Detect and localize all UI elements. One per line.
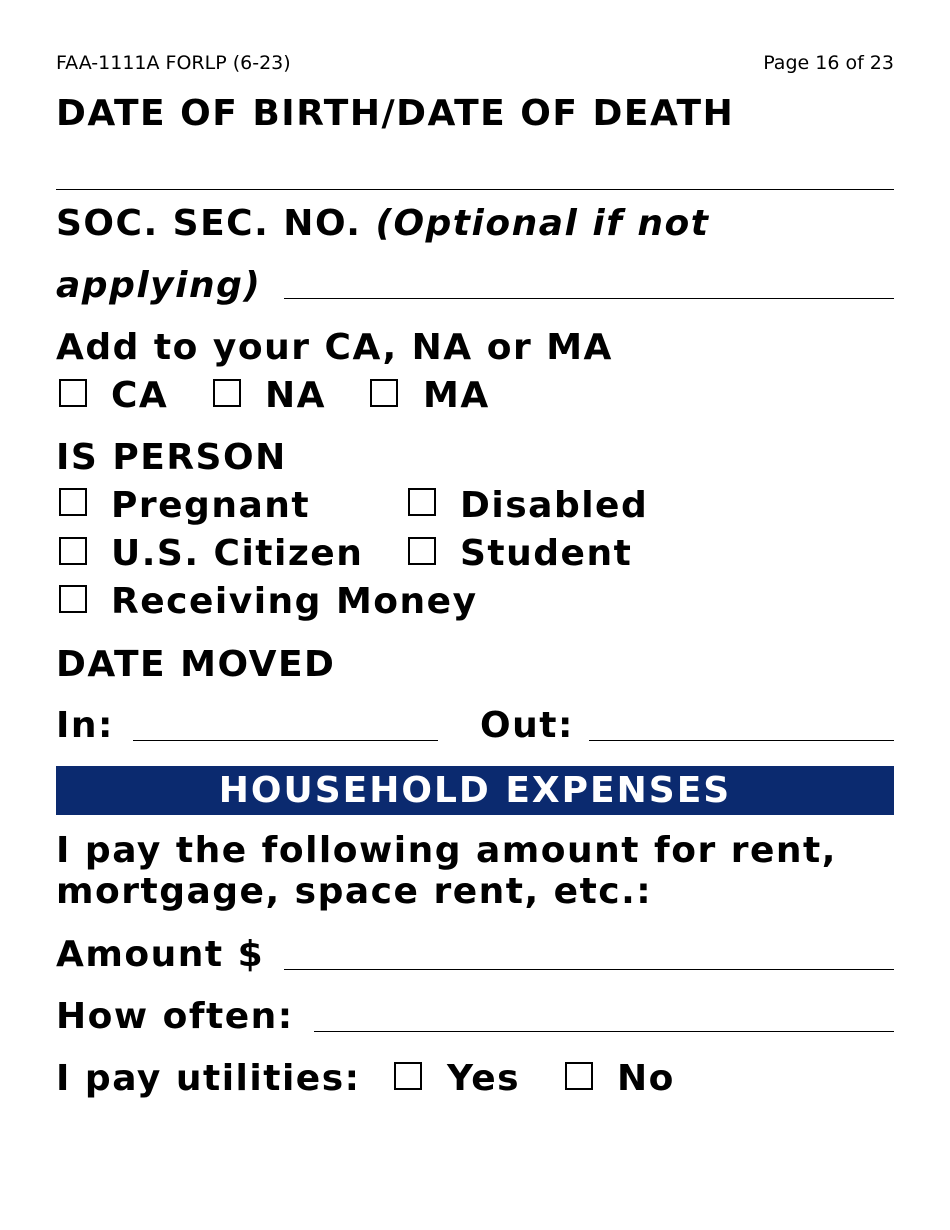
- form-id: FAA-1111A FORLP (6-23): [56, 52, 291, 74]
- date-moved-label: DATE MOVED: [56, 644, 336, 685]
- utilities-no-checkbox[interactable]: [565, 1062, 593, 1090]
- ssn-label: SOC. SEC. NO.: [56, 203, 362, 244]
- rent-question-line-2: mortgage, space rent, etc.:: [56, 871, 653, 912]
- na-checkbox[interactable]: [213, 379, 241, 407]
- how-often-label: How often:: [56, 996, 294, 1037]
- ssn-optional-note-2: applying): [56, 265, 262, 306]
- ca-label: CA: [111, 375, 169, 416]
- utilities-yes-checkbox[interactable]: [394, 1062, 422, 1090]
- student-label: Student: [460, 533, 633, 574]
- amount-label: Amount $: [56, 934, 265, 975]
- receiving-money-checkbox[interactable]: [59, 585, 87, 613]
- disabled-label: Disabled: [460, 485, 649, 526]
- is-person-label: IS PERSON: [56, 437, 287, 478]
- ssn-label-row: [56, 203, 710, 244]
- household-expenses-title: HOUSEHOLD EXPENSES: [218, 770, 732, 811]
- add-to-label: Add to your CA, NA or MA: [56, 327, 613, 368]
- dob-dod-label: DATE OF BIRTH/DATE OF DEATH: [56, 93, 735, 134]
- rent-question-line-1: I pay the following amount for rent,: [56, 830, 837, 871]
- utilities-no-label: No: [617, 1058, 675, 1099]
- us-citizen-checkbox[interactable]: [59, 537, 87, 565]
- moved-in-label: In:: [56, 705, 114, 746]
- ca-checkbox[interactable]: [59, 379, 87, 407]
- ssn-optional-note-1: (Optional if not: [375, 203, 710, 244]
- utilities-label: I pay utilities:: [56, 1058, 361, 1099]
- pregnant-checkbox[interactable]: [59, 488, 87, 516]
- student-checkbox[interactable]: [408, 537, 436, 565]
- how-often-line[interactable]: [314, 1031, 894, 1032]
- pregnant-label: Pregnant: [111, 485, 311, 526]
- moved-out-line[interactable]: [589, 740, 894, 741]
- moved-in-line[interactable]: [133, 740, 438, 741]
- page-number: Page 16 of 23: [763, 52, 894, 74]
- na-label: NA: [265, 375, 326, 416]
- us-citizen-label: U.S. Citizen: [111, 533, 364, 574]
- ma-label: MA: [423, 375, 490, 416]
- ma-checkbox[interactable]: [370, 379, 398, 407]
- amount-line[interactable]: [284, 969, 894, 970]
- household-expenses-banner: [56, 766, 894, 815]
- moved-out-label: Out:: [480, 705, 574, 746]
- disabled-checkbox[interactable]: [408, 488, 436, 516]
- receiving-money-label: Receiving Money: [111, 581, 478, 622]
- utilities-yes-label: Yes: [447, 1058, 521, 1099]
- ssn-line[interactable]: [284, 298, 894, 299]
- dob-dod-line[interactable]: [56, 189, 894, 190]
